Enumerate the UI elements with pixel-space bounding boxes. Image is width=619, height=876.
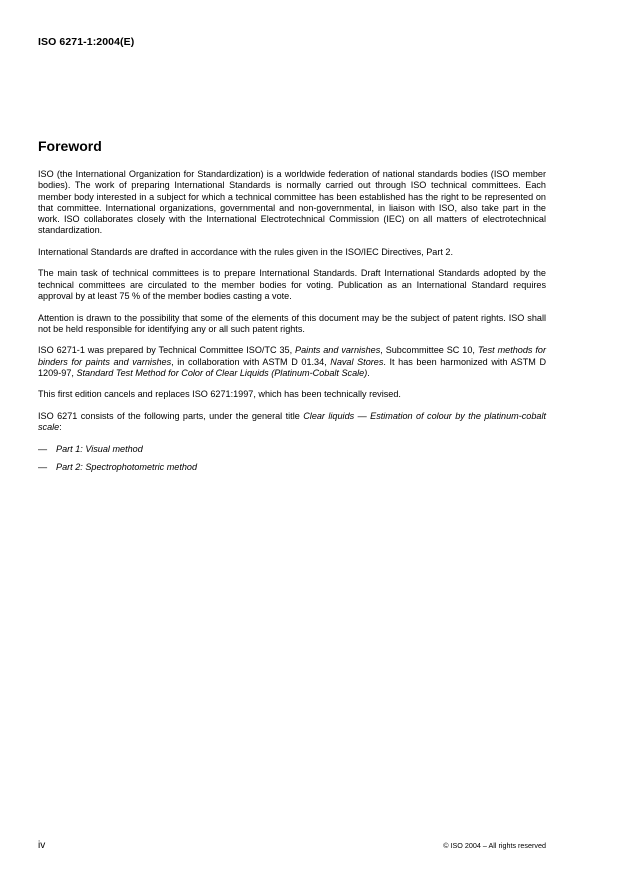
page-number: iv <box>38 840 46 851</box>
preparation-subcommittee-title: Test methods for binders for paints and varnishes <box>38 345 546 367</box>
preparation-text-2: , Subcommittee SC 10, <box>380 345 478 356</box>
foreword-heading: Foreword <box>38 138 102 154</box>
preparation-committee-title: Paints and varnishes <box>295 345 381 356</box>
document-id-header: ISO 6271-1:2004(E) <box>38 36 135 48</box>
parts-intro-colon: : <box>59 422 62 433</box>
list-dash: — <box>38 443 48 454</box>
preparation-text-1: ISO 6271-1 was prepared by Technical Committee ISO/TC 35, <box>38 345 296 356</box>
preparation-text-4: . It has been harmonized with ASTM D 1209-97, <box>38 356 547 378</box>
preparation-text-5: . <box>367 367 370 378</box>
paragraph-iso-description: ISO (the International Organization for Standardization) is a worldwide federation of national standards bodies (ISO member bodies). The work of preparing International Standards is normally carried out through ISO technical committees. Each member body interested in a subject for which a technical committee has been established has the right to be represented on that committee. International organizations, governmental and non-governmental, in liaison with ISO, also take part in the work. ISO collaborates closely with the International Electrotechnical Commission (IEC) on all matters of electrotechnical standardization. <box>38 169 546 236</box>
preparation-text-3: , in collaboration with ASTM D 01.34, <box>171 356 331 367</box>
paragraph-committee-task: The main task of technical committees is to prepare International Standards. Draft International Standards adopted by the technical committees are circulated to the member bodies for voting. Publication as an International Standard requires approval by at least 75 % of the member bodies casting a vote. <box>38 268 546 302</box>
paragraph-edition: This first edition cancels and replaces ISO 6271:1997, which has been technically revised. <box>38 389 401 400</box>
part-2-title: Part 2: Spectrophotometric method <box>56 462 198 473</box>
parts-intro-text: ISO 6271 consists of the following parts, under the general title <box>38 410 304 421</box>
parts-general-title: Clear liquids — Estimation of colour by the platinum-cobalt scale <box>38 410 547 433</box>
paragraph-parts-intro <box>38 411 546 434</box>
paragraph-preparation <box>38 345 546 379</box>
page-footer <box>38 840 546 851</box>
list-item-part-1 <box>38 444 546 455</box>
list-dash: — <box>38 462 48 473</box>
copyright-notice: © ISO 2004 – All rights reserved <box>443 841 546 850</box>
preparation-astm-title: Naval Stores <box>330 356 384 367</box>
list-item-part-2 <box>38 462 546 473</box>
foreword-body <box>38 169 546 481</box>
preparation-standard-title: Standard Test Method for Color of Clear Liquids (Platinum-Cobalt Scale) <box>76 367 368 378</box>
part-1-title: Part 1: Visual method <box>56 443 143 454</box>
paragraph-patent-rights: Attention is drawn to the possibility that some of the elements of this document may be the subject of patent rights. ISO shall not be held responsible for identifying any or all such patent rights. <box>38 312 546 334</box>
paragraph-drafting-rules: International Standards are drafted in accordance with the rules given in the ISO/IEC Directives, Part 2. <box>38 246 453 257</box>
